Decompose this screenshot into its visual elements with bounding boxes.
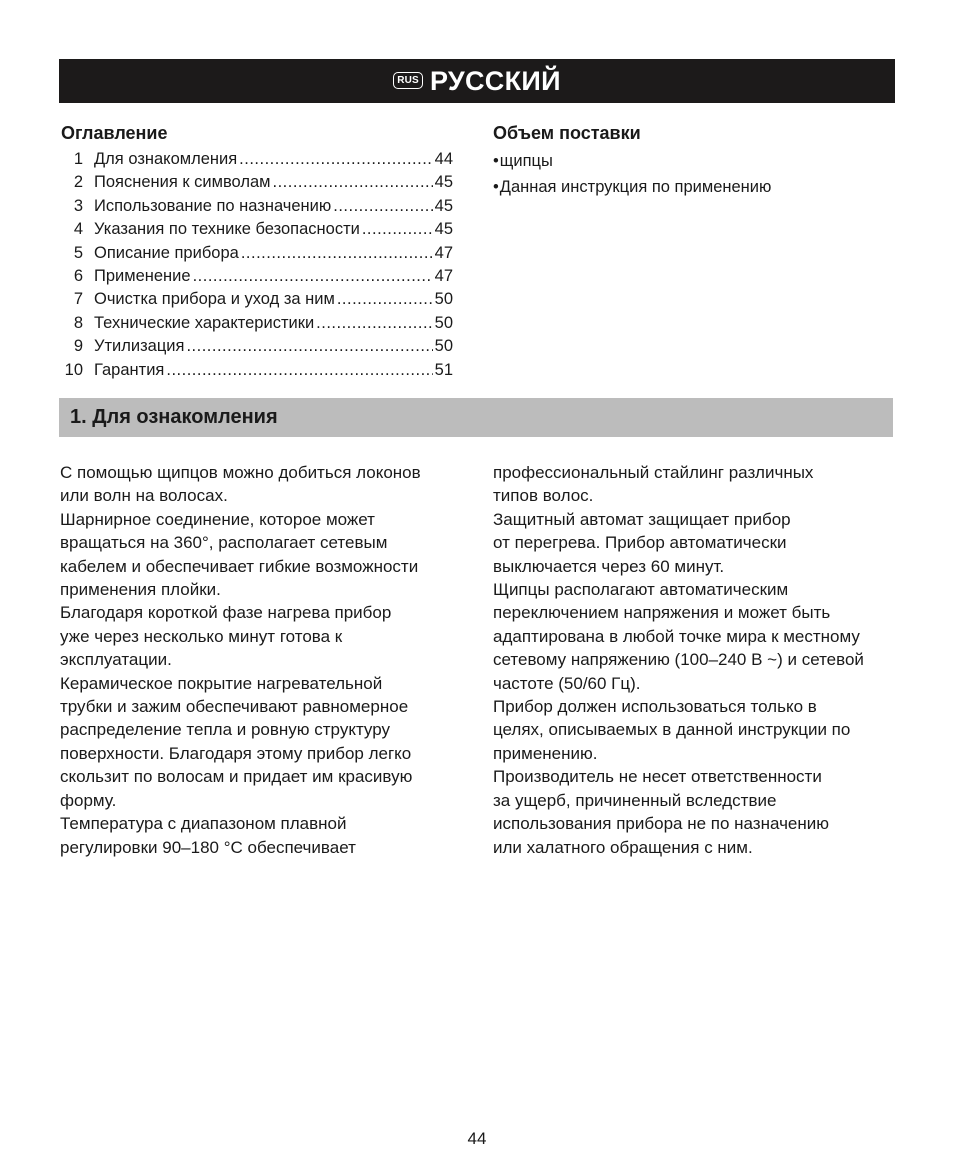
toc-dot-leader — [166, 359, 432, 382]
body-text-line: эксплуатации. — [60, 650, 172, 670]
body-text-line: адаптирована в любой точке мира к местному — [493, 626, 860, 646]
toc-entry-number: 7 — [73, 290, 83, 309]
body-text-line: или халатного обращения с ним. — [493, 837, 753, 857]
body-text-line: сетевому напряжению (100–240 В ~) и сетевой — [493, 650, 864, 670]
body-text-line: Температура с диапазоном плавной — [60, 814, 347, 834]
body-text-line: Благодаря короткой фазе нагрева прибор — [60, 603, 392, 623]
toc-dot-leader — [337, 288, 433, 311]
toc-entry-page: 47 — [434, 267, 453, 286]
body-text-line: поверхности. Благодаря этому прибор легко — [60, 743, 412, 763]
body-text-line: или волн на волосах. — [60, 486, 228, 506]
bullet-icon: • — [493, 152, 499, 170]
toc-entry-label: Очистка прибора и уход за ним — [94, 290, 335, 309]
toc-dot-leader — [273, 171, 433, 194]
body-text-line: выключается через 60 минут. — [493, 556, 725, 576]
body-text-line: применению. — [493, 743, 598, 763]
toc-entry-label: Пояснения к символам — [94, 173, 271, 192]
language-title: РУССКИЙ — [429, 65, 561, 96]
toc-dot-leader — [193, 265, 433, 288]
language-badge: RUS — [393, 72, 423, 89]
toc-entry-number: 1 — [73, 150, 83, 168]
toc-entry — [61, 218, 453, 241]
toc-dot-leader — [241, 242, 433, 265]
body-text-line: переключением напряжения и может быть — [493, 603, 831, 623]
language-header-bar — [59, 59, 895, 103]
toc-entry — [61, 242, 453, 265]
body-text-line: распределение тепла и ровную структуру — [60, 720, 390, 740]
bullet-icon: • — [493, 178, 499, 196]
table-of-contents — [61, 122, 453, 382]
toc-entry-number: 6 — [73, 267, 83, 286]
body-text-line: С помощью щипцов можно добиться локонов — [60, 463, 421, 482]
toc-entry-page: 50 — [434, 290, 453, 309]
toc-entry — [61, 359, 453, 382]
body-text-line: целях, описываемых в данной инструкции по — [493, 720, 851, 740]
toc-entry-number: 8 — [73, 313, 83, 332]
toc-entry — [61, 288, 453, 311]
toc-dot-leader — [333, 195, 432, 218]
body-text-line: скользит по волосам и придает им красивую — [60, 767, 413, 787]
toc-dot-leader — [239, 148, 432, 171]
body-text-line: уже через несколько минут готова к — [60, 626, 343, 646]
toc-entry-number: 9 — [73, 337, 83, 356]
toc-entry — [61, 312, 453, 335]
toc-entry-page: 44 — [434, 150, 453, 168]
toc-entry-number: 5 — [73, 243, 83, 262]
supply-item — [493, 174, 893, 200]
supply-item-text: щипцы — [499, 152, 553, 170]
supply-list — [493, 148, 893, 200]
body-text-line: Шарнирное соединение, которое может — [60, 509, 375, 529]
body-text-line: форму. — [60, 790, 117, 810]
body-text-line: вращаться на 360°, располагает сетевым — [60, 533, 388, 553]
toc-entry-label: Использование по назначению — [94, 196, 332, 215]
scope-of-delivery — [493, 122, 893, 200]
body-text-line: использования прибора не по назначению — [493, 814, 830, 834]
toc-entry-label: Утилизация — [94, 337, 185, 356]
body-text-line: Защитный автомат защищает прибор — [493, 509, 791, 529]
toc-entry — [61, 171, 453, 194]
body-text-line: регулировки 90–180 °С обеспечивает — [60, 837, 356, 857]
body-text-line: Щипцы располагают автоматическим — [493, 580, 789, 600]
body-text-line: от перегрева. Прибор автоматически — [493, 533, 787, 553]
toc-entry-page: 50 — [434, 337, 453, 356]
toc-entry — [61, 148, 453, 171]
body-text-line: Прибор должен использоваться только в — [493, 697, 817, 717]
toc-entry-page: 51 — [434, 360, 453, 379]
body-text-line: трубки и зажим обеспечивают равномерное — [60, 697, 409, 717]
supply-item — [493, 148, 893, 174]
toc-entry-number: 4 — [73, 220, 83, 239]
toc-entry-page: 47 — [434, 243, 453, 262]
body-text-line: частоте (50/60 Гц). — [493, 673, 641, 693]
toc-entry-page: 45 — [434, 173, 453, 192]
toc-heading: Оглавление — [61, 123, 168, 143]
toc-entry — [61, 265, 453, 288]
toc-dot-leader — [186, 335, 432, 358]
toc-entry — [61, 195, 453, 218]
toc-entry-number: 2 — [73, 173, 83, 192]
toc-entry-page: 50 — [434, 313, 453, 332]
body-text-line: кабелем и обеспечивает гибкие возможности — [60, 556, 419, 576]
toc-entry-number: 10 — [64, 360, 83, 379]
toc-entry-label: Гарантия — [94, 360, 165, 379]
body-text-right-column — [493, 461, 903, 859]
section-heading-bar — [59, 398, 893, 437]
toc-entry-label: Для ознакомления — [94, 150, 238, 168]
toc-entry-page: 45 — [434, 196, 453, 215]
section-title: 1. Для ознакомления — [70, 406, 278, 428]
toc-entry-number: 3 — [73, 196, 83, 215]
body-text-line: Производитель не несет ответственности — [493, 767, 822, 787]
toc-entry-label: Описание прибора — [94, 243, 239, 262]
toc-entry-label: Указания по технике безопасности — [94, 220, 360, 239]
body-text-line: типов волос. — [493, 486, 594, 506]
body-text-left-column — [60, 461, 470, 859]
toc-dot-leader — [362, 218, 433, 241]
toc-entry-page: 45 — [434, 220, 453, 239]
toc-entry-label: Применение — [94, 267, 191, 286]
toc-list — [61, 148, 453, 382]
supply-heading: Объем поставки — [493, 123, 641, 143]
body-text-line: Керамическое покрытие нагревательной — [60, 673, 383, 693]
body-text-line: за ущерб, причиненный вследствие — [493, 790, 777, 810]
supply-item-text: Данная инструкция по применению — [499, 178, 772, 196]
toc-entry-label: Технические характеристики — [94, 313, 315, 332]
toc-entry — [61, 335, 453, 358]
body-text-line: профессиональный стайлинг различных — [493, 463, 814, 482]
body-text-line: применения плойки. — [60, 580, 221, 600]
page-number: 44 — [467, 1129, 487, 1148]
toc-dot-leader — [316, 312, 432, 335]
